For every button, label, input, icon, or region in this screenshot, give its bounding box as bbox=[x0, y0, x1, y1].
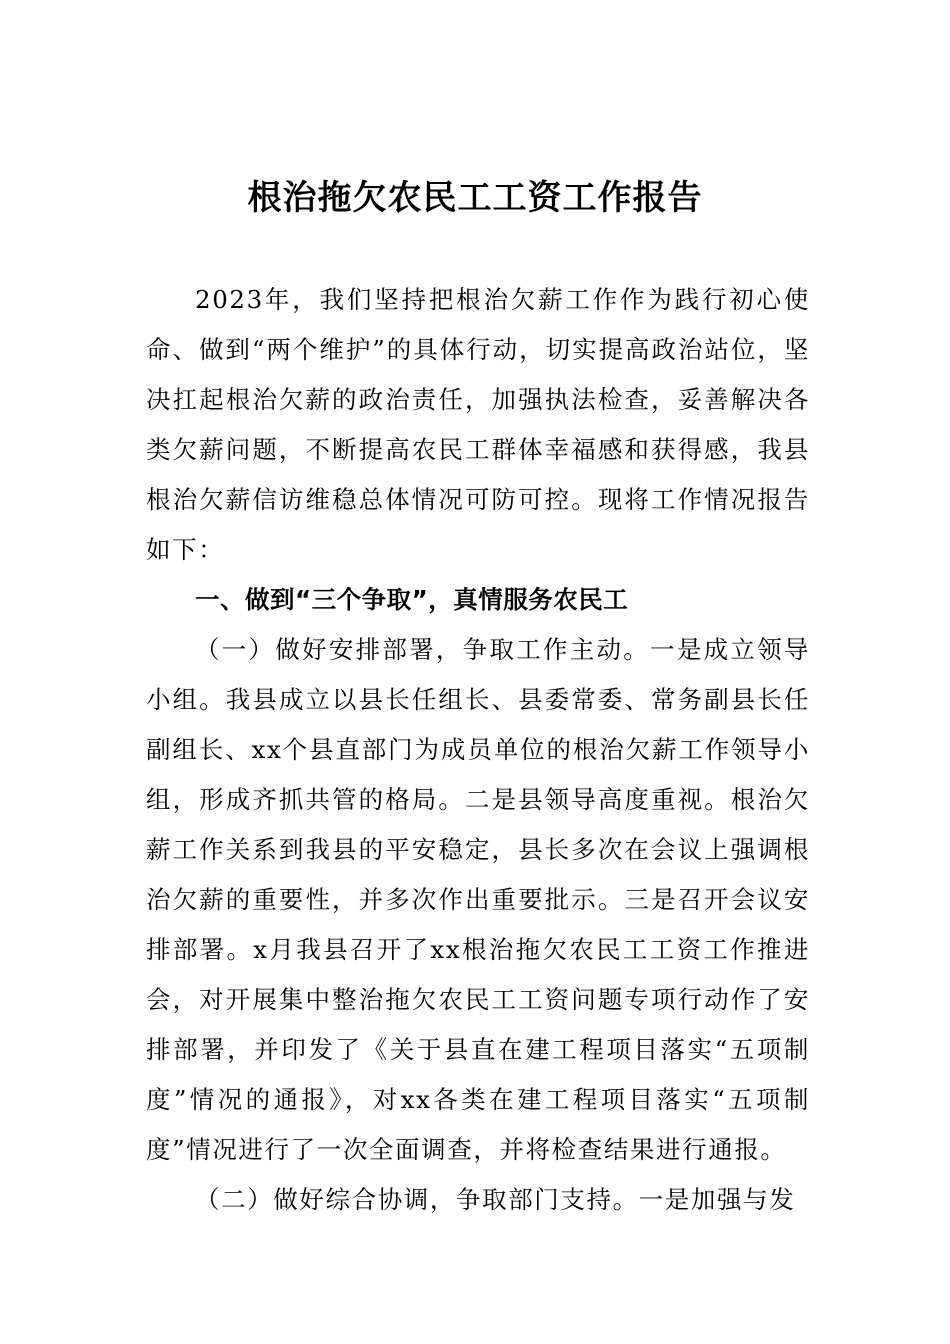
document-title: 根治拖欠农民工工资工作报告 bbox=[247, 178, 703, 218]
section-heading: 一、做到“三个争取”，真情服务农民工 bbox=[195, 585, 629, 614]
intro-paragraph: 2023年，我们坚持把根治欠薪工作作为践行初心使命、做到“两个维护”的具体行动，切实提高政治站位，坚决扛起根治欠薪的政治责任，加强执法检查，妥善解决各类欠薪问题，不断提高农民工群体幸福感和获得感，我县根治欠薪信访维稳总体情况可防可控。现将工作情况报告如下： bbox=[146, 285, 810, 564]
document-body bbox=[146, 275, 810, 1225]
subsection-paragraph: （二）做好综合协调，争取部门支持。一是加强与发 bbox=[195, 1185, 796, 1214]
subsection-paragraph: （一）做好安排部署，争取工作主动。一是成立领导小组。我县成立以县长任组长、县委常委、常务副县长任副组长、xx个县直部门为成员单位的根治欠薪工作领导小组，形成齐抓共管的格局。二是县领导高度重视。根治欠薪工作关系到我县的平安稳定，县长多次在会议上强调根治欠薪的重要性，并多次作出重要批示。三是召开会议安排部署。x月我县召开了xx根治拖欠农民工工资工作推进会，对开展集中整治拖欠农民工工资问题专项行动作了安排部署，并印发了《关于县直在建工程项目落实“五项制度”情况的通报》，对xx各类在建工程项目落实“五项制度”情况进行了一次全面调查，并将检查结果进行通报。 bbox=[146, 635, 810, 1164]
